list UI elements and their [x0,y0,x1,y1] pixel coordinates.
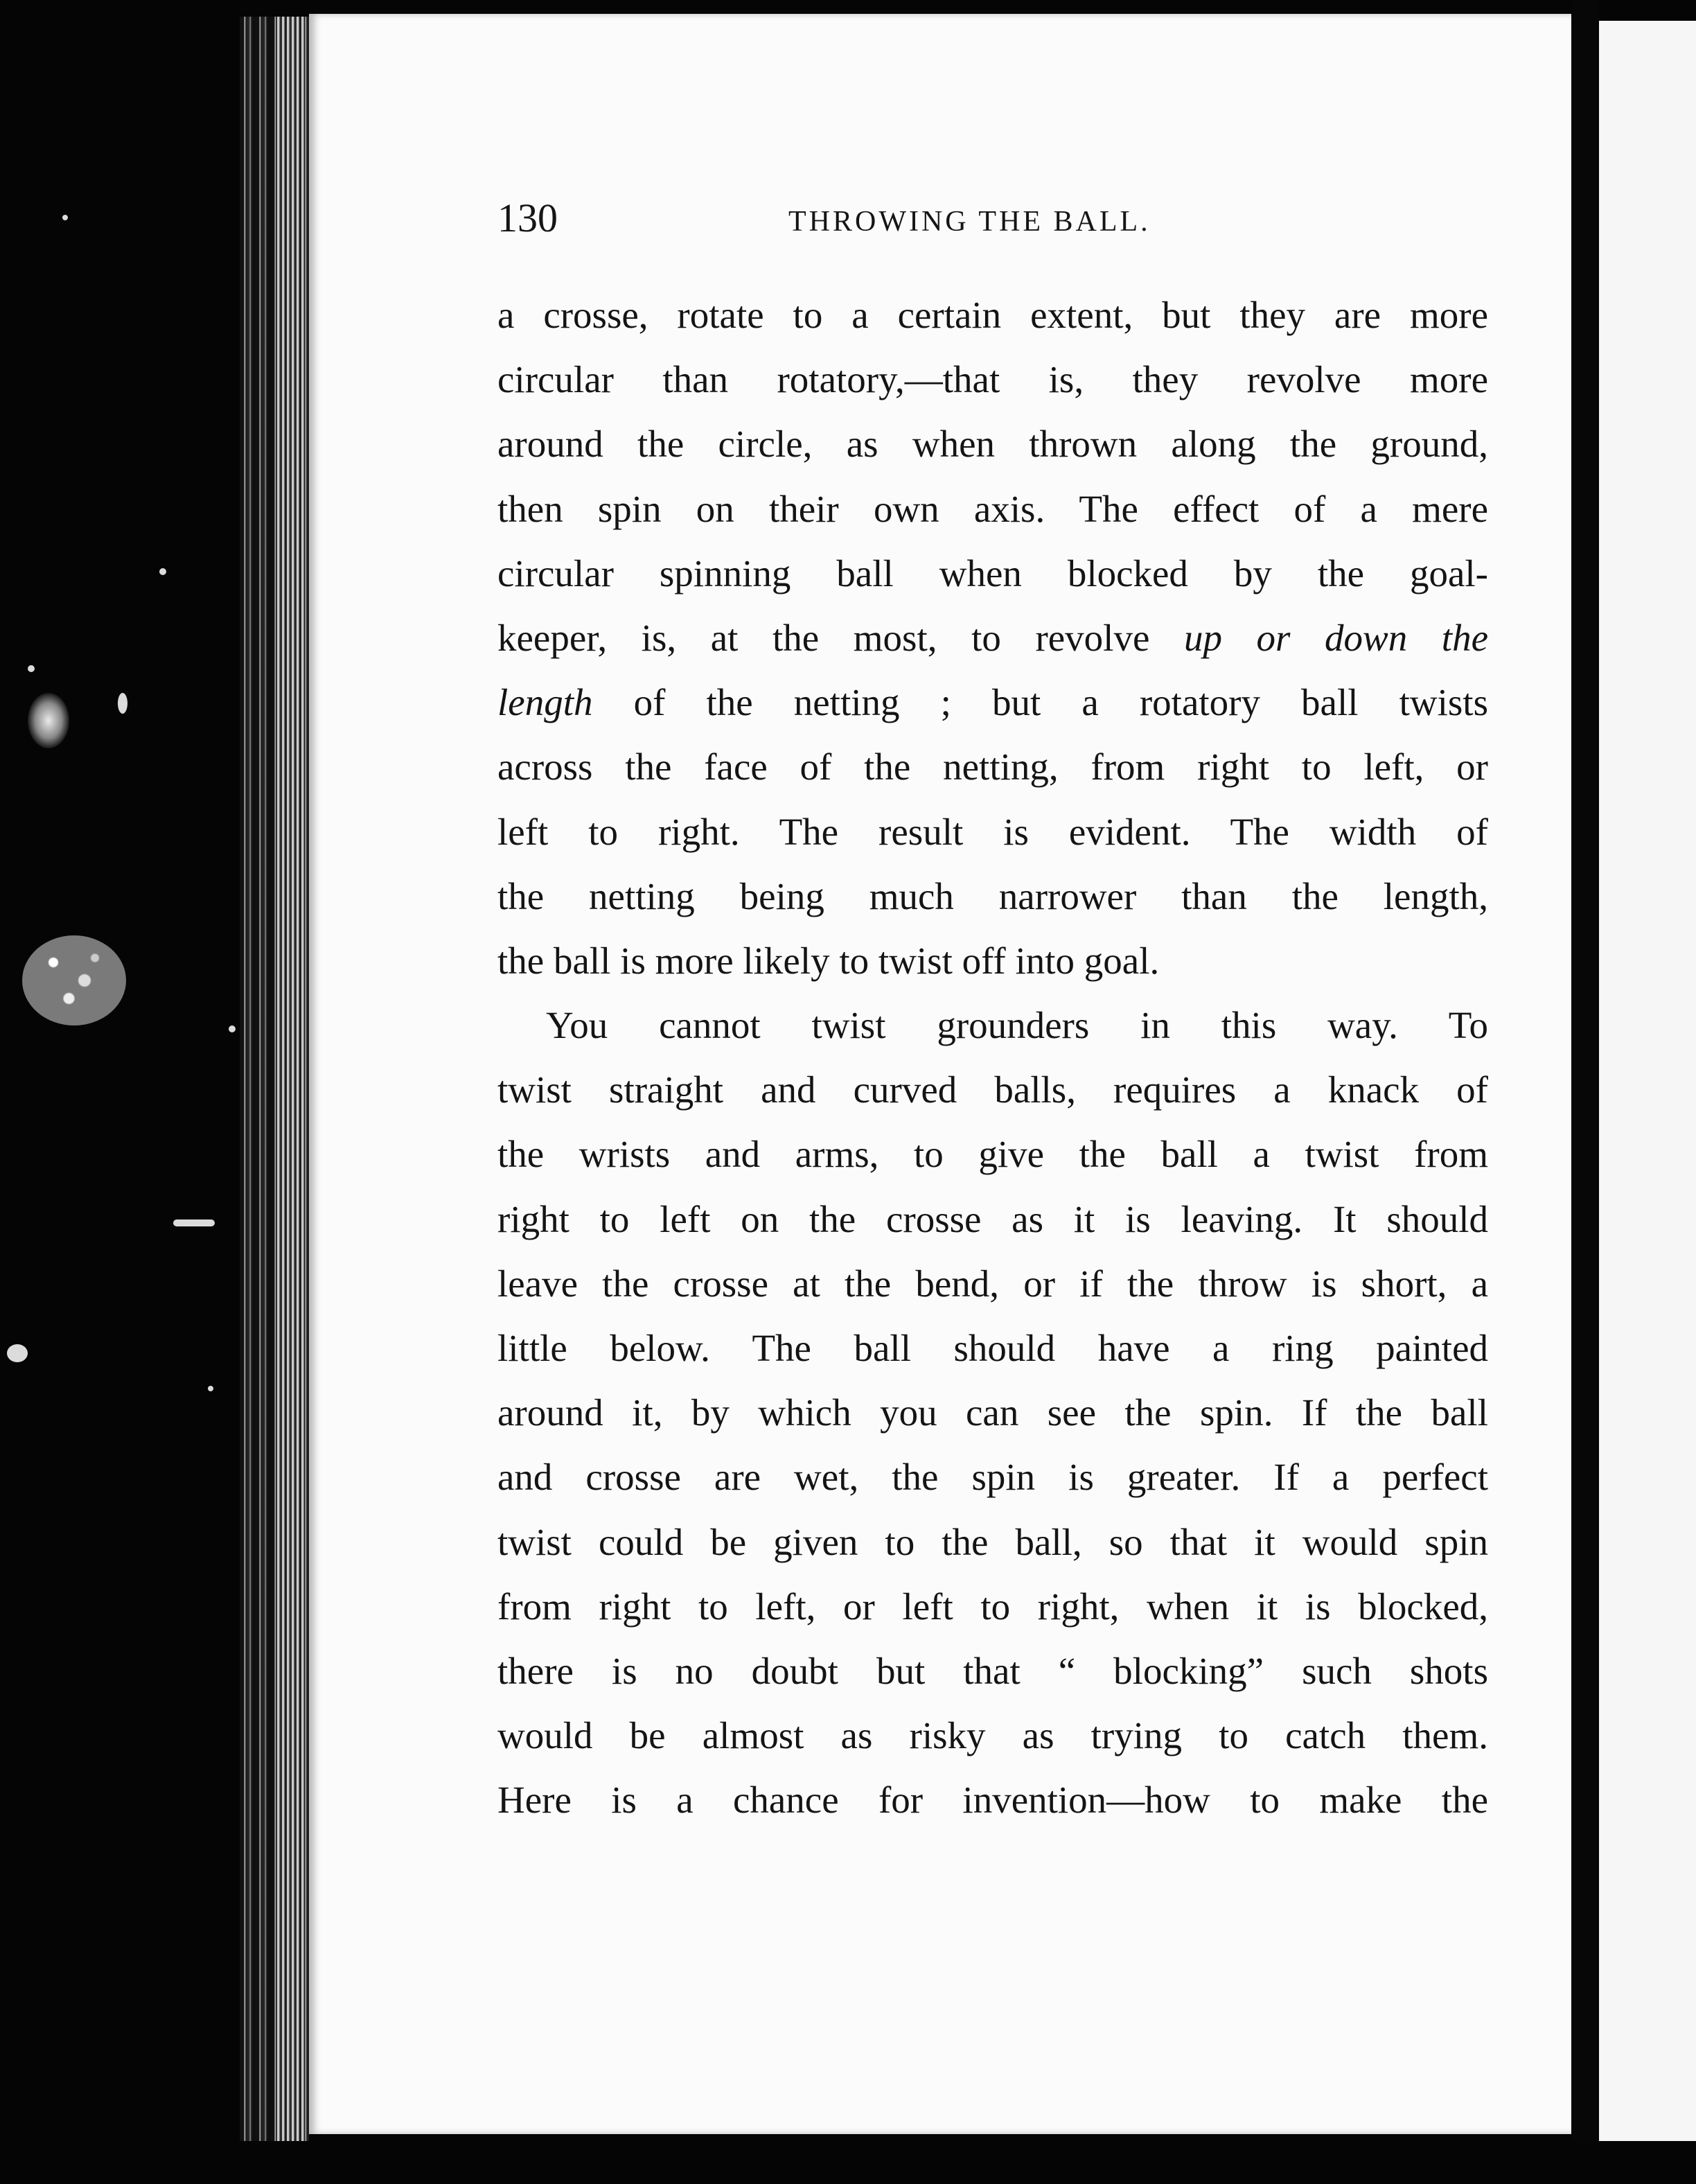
text-line [497,477,1488,541]
italic-text: length [497,681,593,724]
text-run: around it, by which you can see the spin. If the ball [497,1391,1488,1434]
text-line [497,1703,1488,1768]
scan-bottom-border [0,2141,1696,2184]
text-run: there is no doubt but that “ blocking” such shots [497,1649,1488,1692]
text-run: the ball is more likely to twist off into goal. [497,939,1160,982]
text-line [497,1380,1488,1445]
text-line [497,1639,1488,1703]
page-number: 130 [497,195,558,240]
text-line [497,347,1488,412]
text-run: then spin on their own axis. The effect of a mere [497,487,1488,530]
text-line [497,1187,1488,1251]
margin-speck [208,1386,213,1391]
text-line [497,993,1488,1057]
margin-speck [7,1344,28,1362]
text-run: Here is a chance for invention—how to make the [497,1779,1488,1822]
text-line [497,864,1488,928]
text-line [497,283,1488,347]
margin-speck [62,215,68,220]
text-line [497,606,1488,670]
text-run: keeper, is, at the most, to revolve [497,616,1184,659]
text-line [497,1316,1488,1380]
next-page-sliver [1599,21,1696,2141]
text-run: would be almost as risky as trying to catch them. [497,1714,1488,1757]
margin-speck [28,665,35,672]
text-run: the wrists and arms, to give the ball a twist from [497,1133,1488,1176]
text-line [497,1122,1488,1186]
text-run: circular spinning ball when blocked by the goal- [497,552,1488,595]
text-run: right to left on the crosse as it is leaving. It should [497,1197,1488,1240]
text-run: from right to left, or left to right, when it is blocked, [497,1585,1488,1628]
page-edge-streaks [277,17,305,2151]
text-run: the netting being much narrower than the length, [497,874,1488,917]
text-line [497,412,1488,476]
body-text [497,283,1488,1833]
text-run: leave the crosse at the bend, or if the throw is short, a [497,1262,1488,1305]
text-line [497,541,1488,606]
text-line [497,928,1488,993]
margin-speck [159,568,166,575]
text-run: twist could be given to the ball, so that it would spin [497,1520,1488,1563]
margin-light-spot [28,693,69,748]
margin-speck [118,693,127,714]
text-line [497,1251,1488,1316]
text-run: and crosse are wet, the spin is greater. If a perfect [497,1456,1488,1499]
text-line [497,670,1488,734]
page-gutter [1571,0,1599,2184]
margin-blotch [22,935,126,1025]
text-run: across the face of the netting, from right to left, or [497,746,1488,789]
text-run: of the netting ; but a rotatory ball twists [592,681,1488,724]
text-run: little below. The ball should have a ring painted [497,1327,1488,1369]
text-run: twist straight and curved balls, requires a knack of [497,1068,1488,1111]
text-line [497,1510,1488,1574]
page-header [497,194,1495,249]
text-line [497,1768,1488,1832]
text-run: around the circle, as when thrown along the ground, [497,423,1488,466]
text-run: You cannot twist grounders in this way. To [546,1004,1488,1047]
margin-speck [229,1025,236,1032]
text-line [497,734,1488,799]
text-line [497,1445,1488,1509]
text-line [497,800,1488,864]
margin-speck [173,1219,215,1226]
running-head: THROWING THE BALL. [788,206,1151,238]
text-run: circular than rotatory,—that is, they revolve more [497,358,1488,401]
text-line [497,1574,1488,1639]
text-line [497,1057,1488,1122]
text-run: left to right. The result is evident. The width of [497,810,1488,853]
text-run: a crosse, rotate to a certain extent, but they are more [497,294,1488,336]
italic-text: up or down the [1183,616,1488,659]
